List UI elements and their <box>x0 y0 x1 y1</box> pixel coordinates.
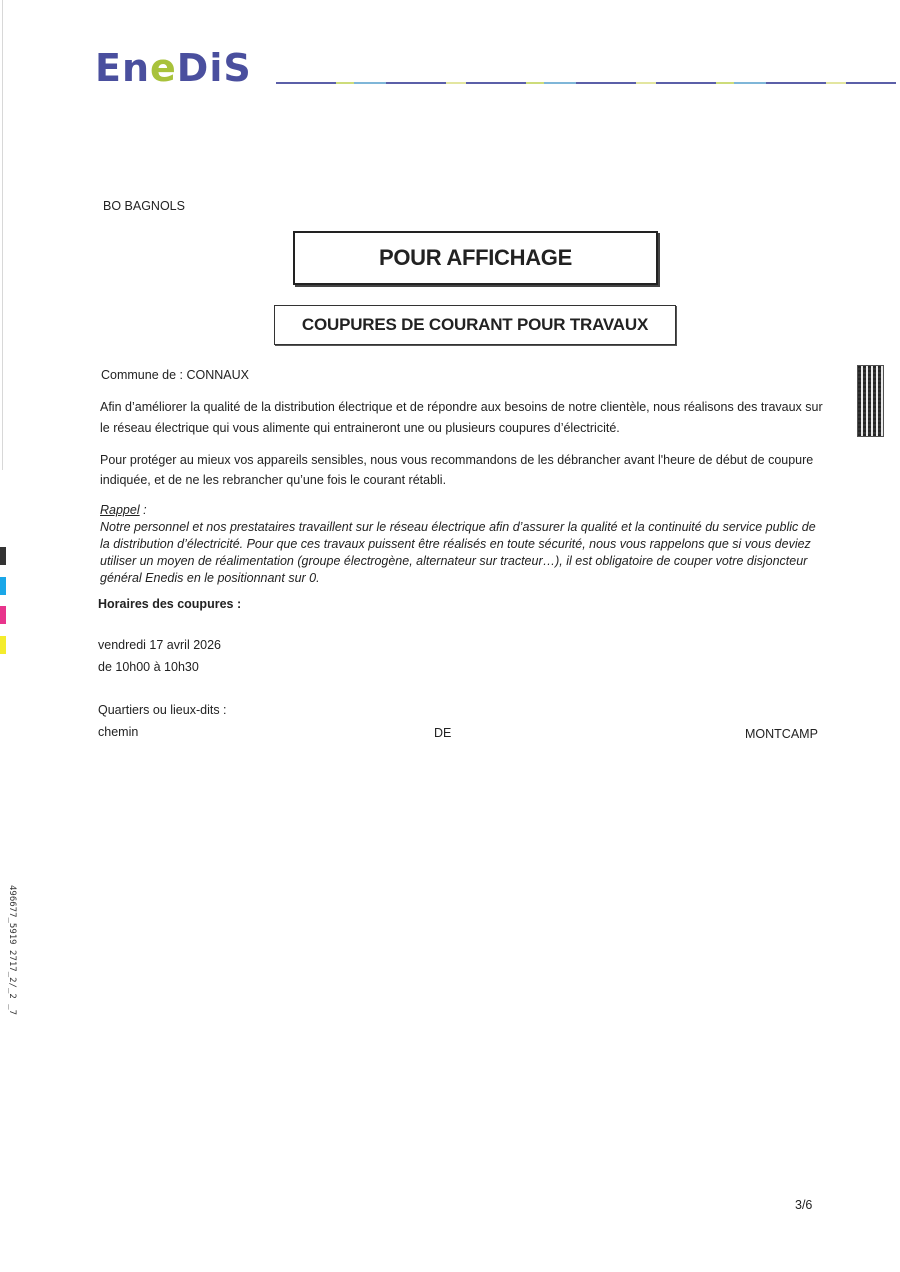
scan-edge-line <box>2 0 3 470</box>
intro-paragraph: Afin d’améliorer la qualité de la distribution électrique et de répondre aux besoins de notre clientèle, nous réalisons des travaux sur le réseau électrique qui vous alimente qui entraineront une ou plusieurs coupures d’électricité. <box>100 400 823 435</box>
reminder-label-suffix: : <box>139 503 147 517</box>
commune-line: Commune de : CONNAUX <box>101 368 249 382</box>
print-mark-cyan <box>0 577 6 595</box>
locations-heading: Quartiers ou lieux-dits : <box>98 703 227 717</box>
logo-text-right: DiS <box>176 46 252 90</box>
schedule-date: vendredi 17 avril 2026 <box>98 638 221 652</box>
print-mark-magenta <box>0 606 6 624</box>
header-divider <box>276 82 896 84</box>
reminder-block <box>100 502 825 587</box>
reminder-label: Rappel <box>100 503 140 517</box>
location-col-3: MONTCAMP <box>745 727 818 741</box>
advice-paragraph: Pour protéger au mieux vos appareils sensibles, nous vous recommandons de les débrancher avant l'heure de début de coupure indiquée, et de ne les rebrancher qu’une fois le courant rétabli. <box>100 453 814 487</box>
location-col-1: chemin <box>98 725 139 739</box>
side-reference-code: 496677_5919 2717_2/_2 _7 <box>7 885 17 1016</box>
logo-text-left: En <box>95 46 151 90</box>
location-col-2: DE <box>434 726 452 740</box>
schedule-time: de 10h00 à 10h30 <box>98 660 199 674</box>
title-main: POUR AFFICHAGE <box>379 245 572 270</box>
title-main-box <box>293 231 658 285</box>
title-sub-box <box>274 305 676 345</box>
print-mark-black <box>0 547 6 565</box>
page-number: 3/6 <box>795 1198 813 1212</box>
print-mark-yellow <box>0 636 6 654</box>
logo-text-mid: e <box>150 46 177 90</box>
reminder-text: Notre personnel et nos prestataires travaillent sur le réseau électrique afin d’assurer la qualité et la continuité du service public de la distribution d’électricité. Pour que ces travaux puissent être réalisés en toute sécurité, nous vous rappelons que si vous deviez utiliser un moyen de réalimentation (groupe électrogène, alternateur sur tracteur…), il est obligatoire de couper votre disjoncteur général Enedis en le positionnant sur 0. <box>100 520 816 585</box>
title-sub: COUPURES DE COURANT POUR TRAVAUX <box>301 315 649 334</box>
schedule-heading: Horaires des coupures : <box>98 597 242 611</box>
enedis-logo <box>95 48 252 88</box>
datamatrix-overlay <box>858 366 883 436</box>
office-name: BO BAGNOLS <box>103 199 185 213</box>
